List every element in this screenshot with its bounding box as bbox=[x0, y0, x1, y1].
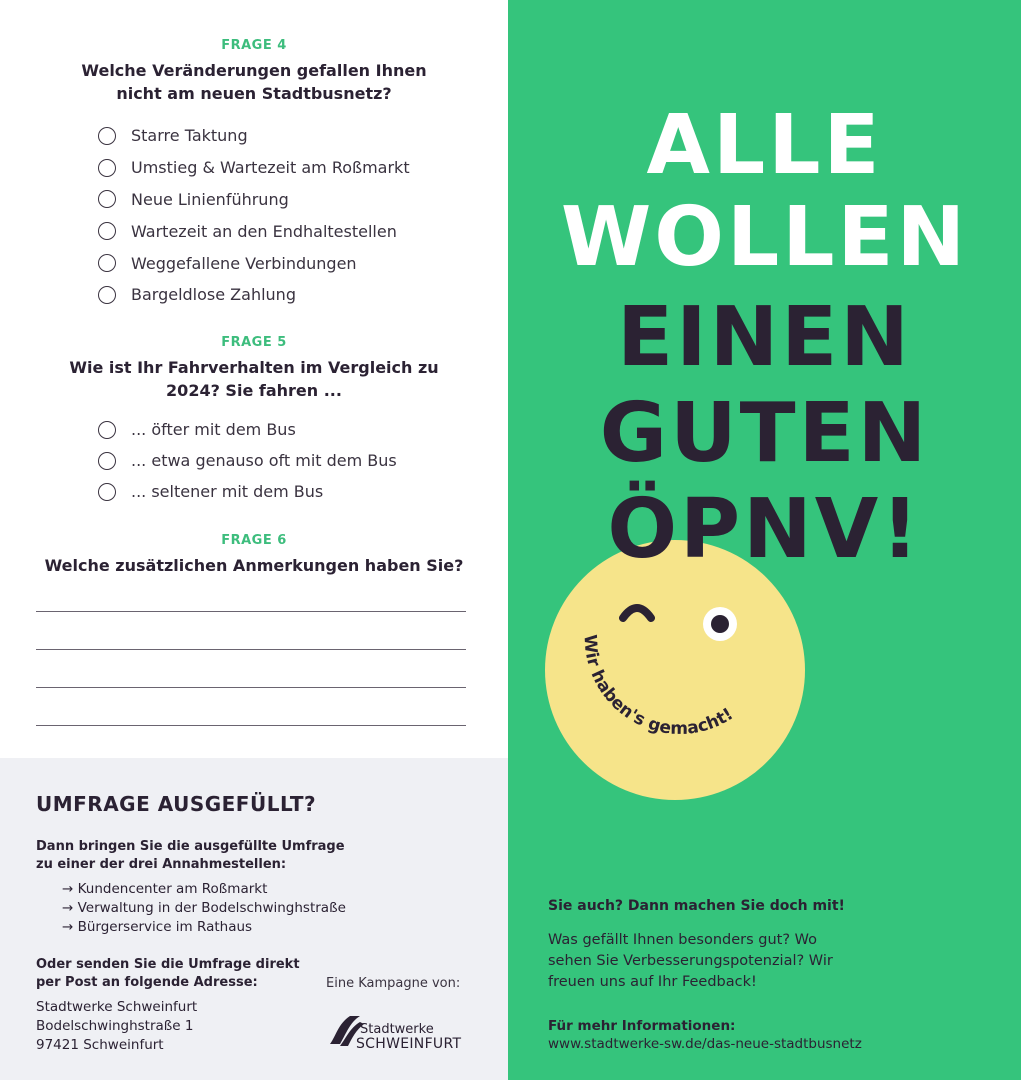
radio-button[interactable] bbox=[98, 190, 116, 208]
post-line1: Oder senden Sie die Umfrage direkt bbox=[36, 957, 300, 972]
option-item[interactable] bbox=[98, 152, 410, 184]
question-5-label: FRAGE 5 bbox=[221, 335, 287, 350]
radio-button[interactable] bbox=[98, 483, 116, 501]
question-4-label: FRAGE 4 bbox=[221, 38, 287, 53]
option-item[interactable] bbox=[98, 247, 410, 279]
info-label: Für mehr Informationen: bbox=[548, 1018, 736, 1034]
option-item[interactable] bbox=[98, 120, 410, 152]
stadtwerke-logo bbox=[326, 1006, 476, 1056]
headline-line5: ÖPNV! bbox=[607, 482, 922, 577]
survey-panel bbox=[0, 0, 508, 1080]
eye-pupil bbox=[711, 615, 729, 633]
info-box-intro bbox=[36, 838, 396, 874]
headline-line4: GUTEN bbox=[599, 386, 930, 481]
location-item: → Bürgerservice im Rathaus bbox=[62, 919, 253, 935]
option-label: ... öfter mit dem Bus bbox=[131, 420, 296, 439]
radio-button[interactable] bbox=[98, 254, 116, 272]
option-item[interactable] bbox=[98, 445, 397, 476]
headline-line1: ALLE bbox=[646, 98, 883, 193]
radio-button[interactable] bbox=[98, 127, 116, 145]
address-line: Bodelschwinghstraße 1 bbox=[36, 1018, 194, 1034]
radio-button[interactable] bbox=[98, 222, 116, 240]
answer-line[interactable] bbox=[36, 687, 466, 688]
radio-button[interactable] bbox=[98, 421, 116, 439]
answer-line[interactable] bbox=[36, 649, 466, 650]
question-5-title-line2: 2024? Sie fahren ... bbox=[166, 381, 342, 400]
cta-heading: Sie auch? Dann machen Sie doch mit! bbox=[548, 898, 845, 914]
campaign-label: Eine Kampagne von: bbox=[326, 976, 461, 991]
info-box-intro-line1: Dann bringen Sie die ausgefüllte Umfrage bbox=[36, 839, 345, 854]
answer-line[interactable] bbox=[36, 725, 466, 726]
radio-button[interactable] bbox=[98, 452, 116, 470]
location-list bbox=[62, 880, 346, 937]
headline-line3: EINEN bbox=[617, 290, 912, 385]
question-6-label: FRAGE 6 bbox=[221, 533, 287, 548]
address-line: Stadtwerke Schweinfurt bbox=[36, 999, 198, 1015]
option-label: Bargeldlose Zahlung bbox=[131, 285, 296, 305]
answer-line[interactable] bbox=[36, 611, 466, 612]
question-5-options bbox=[98, 414, 397, 507]
location-item: → Kundencenter am Roßmarkt bbox=[62, 881, 268, 897]
headline-line2: WOLLEN bbox=[560, 190, 969, 285]
cta-text-line1: Was gefällt Ihnen besonders gut? Wo bbox=[548, 932, 818, 948]
option-label: Wartezeit an den Endhaltestellen bbox=[131, 221, 397, 241]
option-label: ... seltener mit dem Bus bbox=[131, 482, 324, 501]
option-label: Weggefallene Verbindungen bbox=[131, 253, 357, 273]
cta-text bbox=[548, 930, 888, 993]
radio-button[interactable] bbox=[98, 159, 116, 177]
question-6 bbox=[0, 533, 508, 577]
option-item[interactable] bbox=[98, 476, 397, 507]
question-5-title-line1: Wie ist Ihr Fahrverhalten im Vergleich zu bbox=[69, 358, 439, 377]
info-url-link[interactable]: www.stadtwerke-sw.de/das-neue-stadtbusnetz bbox=[548, 1036, 862, 1052]
logo-text-stadtwerke: Stadtwerke bbox=[360, 1022, 434, 1037]
question-4-options bbox=[98, 120, 410, 311]
question-4 bbox=[0, 38, 508, 105]
info-box-title: UMFRAGE AUSGEFÜLLT? bbox=[36, 792, 317, 816]
option-label: Umstieg & Wartezeit am Roßmarkt bbox=[131, 158, 410, 178]
smiley-icon bbox=[545, 540, 805, 800]
option-label: ... etwa genauso oft mit dem Bus bbox=[131, 451, 397, 470]
logo-text-schweinfurt: SCHWEINFURT bbox=[356, 1036, 462, 1052]
question-6-title: Welche zusätzlichen Anmerkungen haben Sie? bbox=[44, 556, 464, 575]
smiley-textpath: Wir haben's gemacht! bbox=[579, 634, 737, 739]
question-4-title bbox=[0, 59, 508, 105]
question-4-title-line1: Welche Veränderungen gefallen Ihnen bbox=[81, 61, 427, 80]
question-4-title-line2: nicht am neuen Stadtbusnetz? bbox=[116, 84, 392, 103]
option-label: Neue Linienführung bbox=[131, 189, 289, 209]
post-line2: per Post an folgende Adresse: bbox=[36, 975, 258, 990]
radio-button[interactable] bbox=[98, 286, 116, 304]
question-5 bbox=[0, 335, 508, 402]
location-item: → Verwaltung in der Bodelschwinghstraße bbox=[62, 900, 346, 916]
question-5-title bbox=[0, 356, 508, 402]
cta-text-line2: sehen Sie Verbesserungspotenzial? Wir bbox=[548, 953, 833, 969]
post-instructions bbox=[36, 956, 336, 992]
info-box-intro-line2: zu einer der drei Annahmestellen: bbox=[36, 857, 287, 872]
option-item[interactable] bbox=[98, 184, 410, 216]
cta-text-line3: freuen uns auf Ihr Feedback! bbox=[548, 974, 757, 990]
option-item[interactable] bbox=[98, 414, 397, 445]
option-item[interactable] bbox=[98, 215, 410, 247]
option-label: Starre Taktung bbox=[131, 126, 248, 146]
postal-address bbox=[36, 998, 197, 1055]
option-item[interactable] bbox=[98, 279, 410, 311]
smiley-face bbox=[545, 540, 805, 800]
address-line: 97421 Schweinfurt bbox=[36, 1037, 164, 1053]
